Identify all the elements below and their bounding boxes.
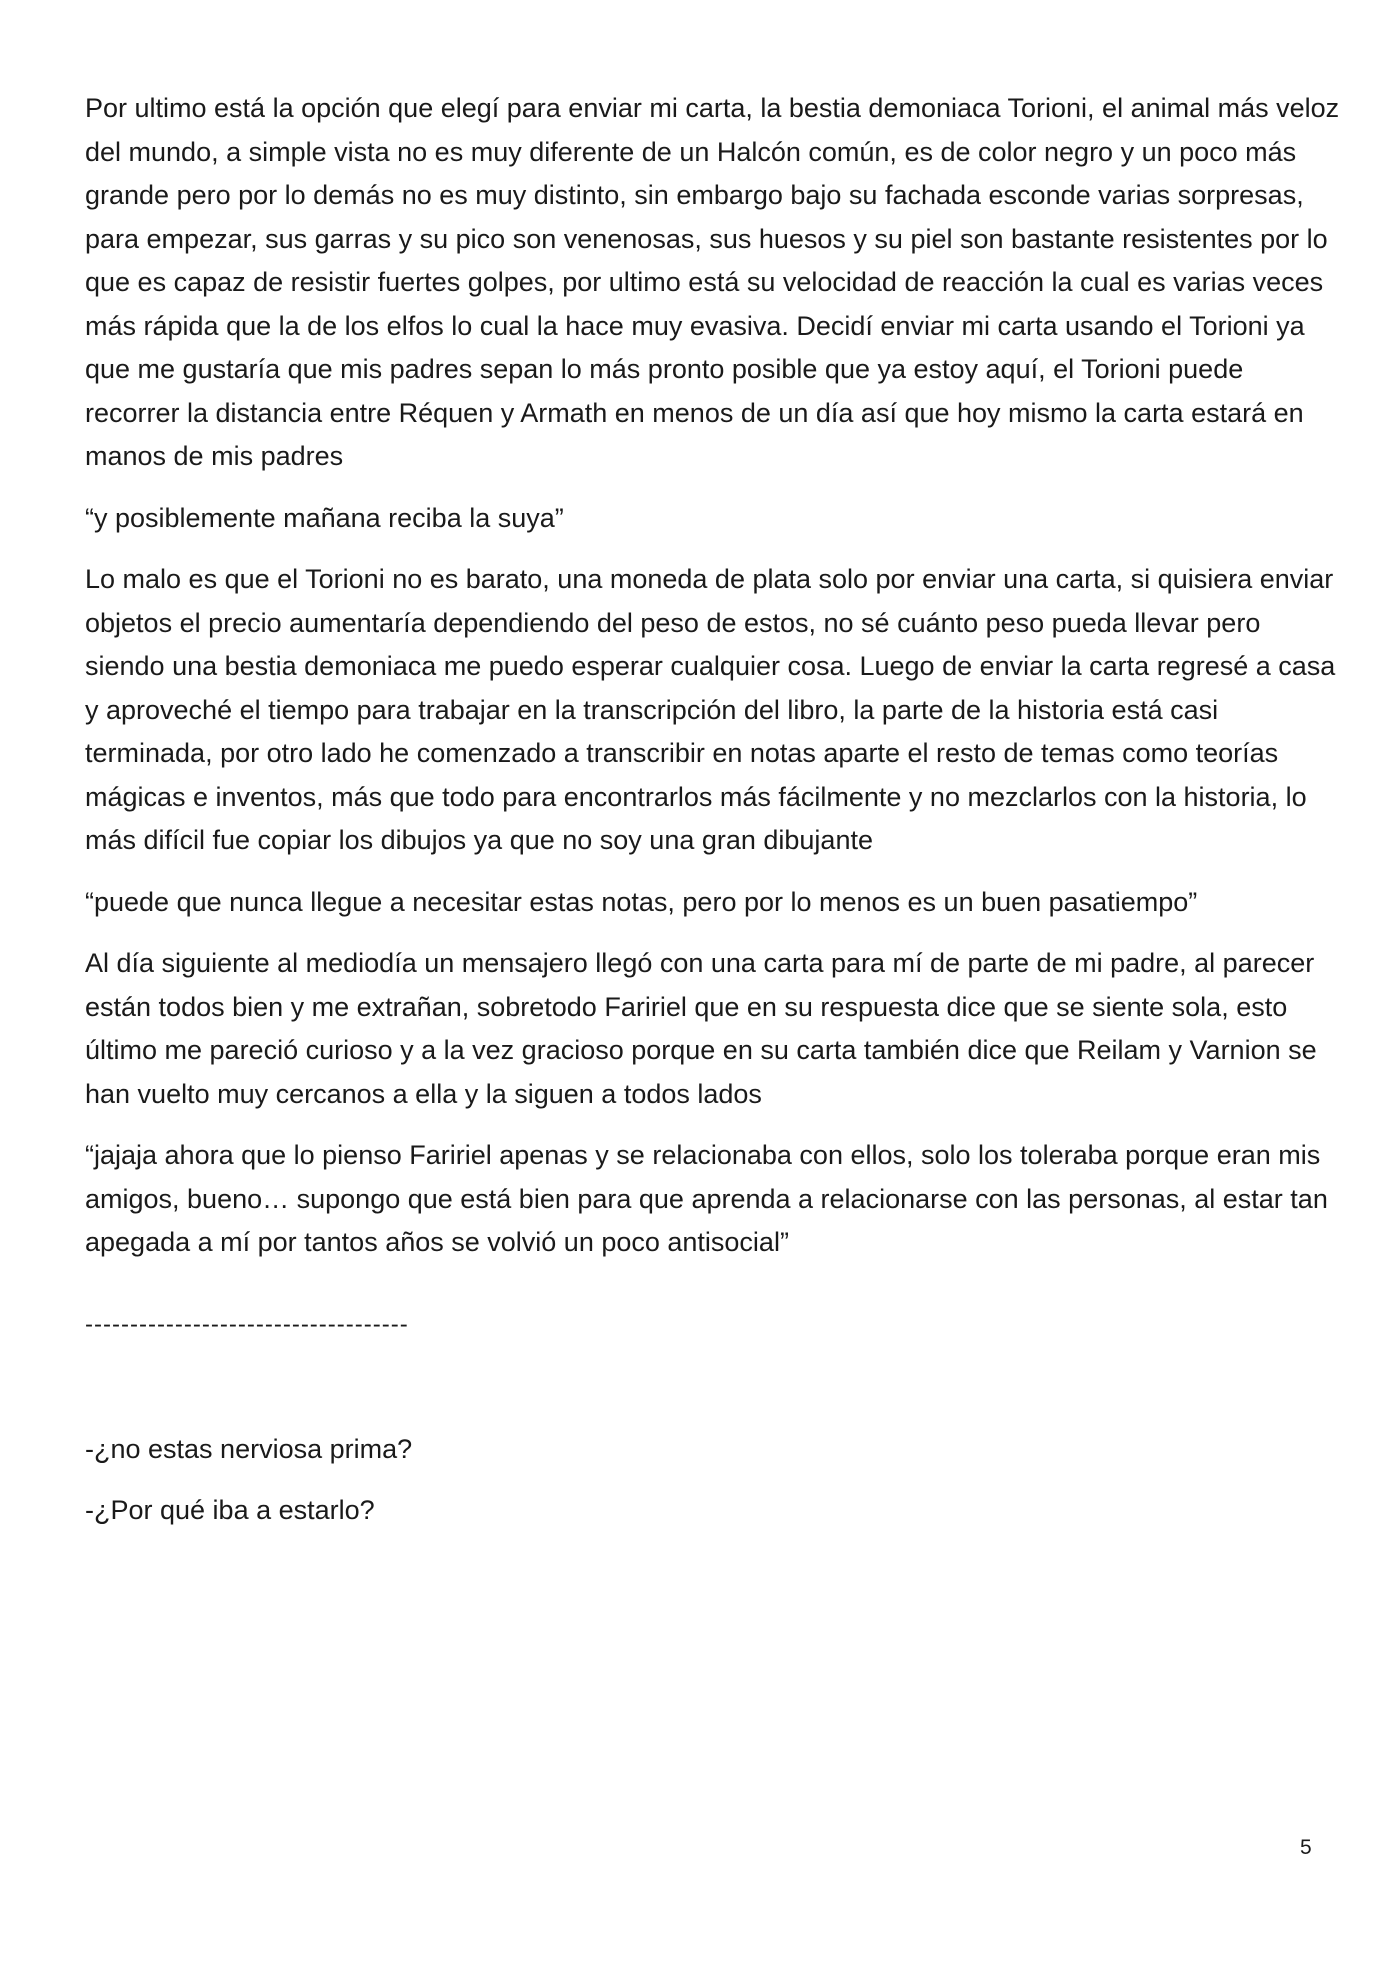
paragraph-letter-received: Al día siguiente al mediodía un mensajero llegó con una carta para mí de parte de mi padre, al parecer están todos bien y me extrañan, sobretodo Faririel que en su respuesta dice que se siente sola, esto último me pareció curioso y a la vez gracioso porque en su carta también dice que Reilam y Varnion se han vuelto muy cercanos a ella y la siguen a todos lados <box>85 948 1317 1109</box>
paragraph-quote-notes: “puede que nunca llegue a necesitar estas notas, pero por lo menos es un buen pasatiempo” <box>85 886 1198 917</box>
page-number: 5 <box>1300 1836 1312 1859</box>
dialogue-block <box>85 1428 1345 1533</box>
paragraph-cost-transcription: Lo malo es que el Torioni no es barato, una moneda de plata solo por enviar una carta, si quisiera enviar objetos el precio aumentaría dependiendo del peso de estos, no sé cuánto peso pueda llevar pero siendo una bestia demoniaca me puedo esperar cualquier cosa. Luego de enviar la carta regresé a casa y aproveché el tiempo para trabajar en la transcripción del libro, la parte de la historia está casi terminada, por otro lado he comenzado a transcribir en notas aparte el resto de temas como teorías mágicas e inventos, más que todo para encontrarlos más fácilmente y no mezclarlos con la historia, lo más difícil fue copiar los dibujos ya que no soy una gran dibujante <box>85 564 1336 855</box>
paragraph-torioni: Por ultimo está la opción que elegí para enviar mi carta, la bestia demoniaca Torioni, el animal más veloz del mundo, a simple vista no es muy diferente de un Halcón común, es de color negro y un poco más grande pero por lo demás no es muy distinto, sin embargo bajo su fachada esconde varias sorpresas, para empezar, sus garras y su pico son venenosas, sus huesos y su piel son bastante resistentes por lo que es capaz de resistir fuertes golpes, por ultimo está su velocidad de reacción la cual es varias veces más rápida que la de los elfos lo cual la hace muy evasiva. Decidí enviar mi carta usando el Torioni ya que me gustaría que mis padres sepan lo más pronto posible que ya estoy aquí, el Torioni puede recorrer la distancia entre Réquen y Armath en menos de un día así que hoy mismo la carta estará en manos de mis padres <box>85 93 1340 471</box>
section-separator: ------------------------------------ <box>85 1310 409 1338</box>
dialogue-line: -¿Por qué iba a estarlo? <box>85 1495 375 1525</box>
dialogue-line: -¿no estas nerviosa prima? <box>85 1433 413 1464</box>
paragraph-quote-antisocial: “jajaja ahora que lo pienso Faririel apenas y se relacionaba con ellos, solo los toleraba porque eran mis amigos, bueno… supongo que está bien para que aprenda a relacionarse con las personas, al estar tan apegada a mí por tantos años se volvió un poco antisocial” <box>85 1140 1328 1257</box>
page-body <box>85 87 1345 1551</box>
paragraph-quote-reply: “y posiblemente mañana reciba la suya” <box>85 502 564 533</box>
